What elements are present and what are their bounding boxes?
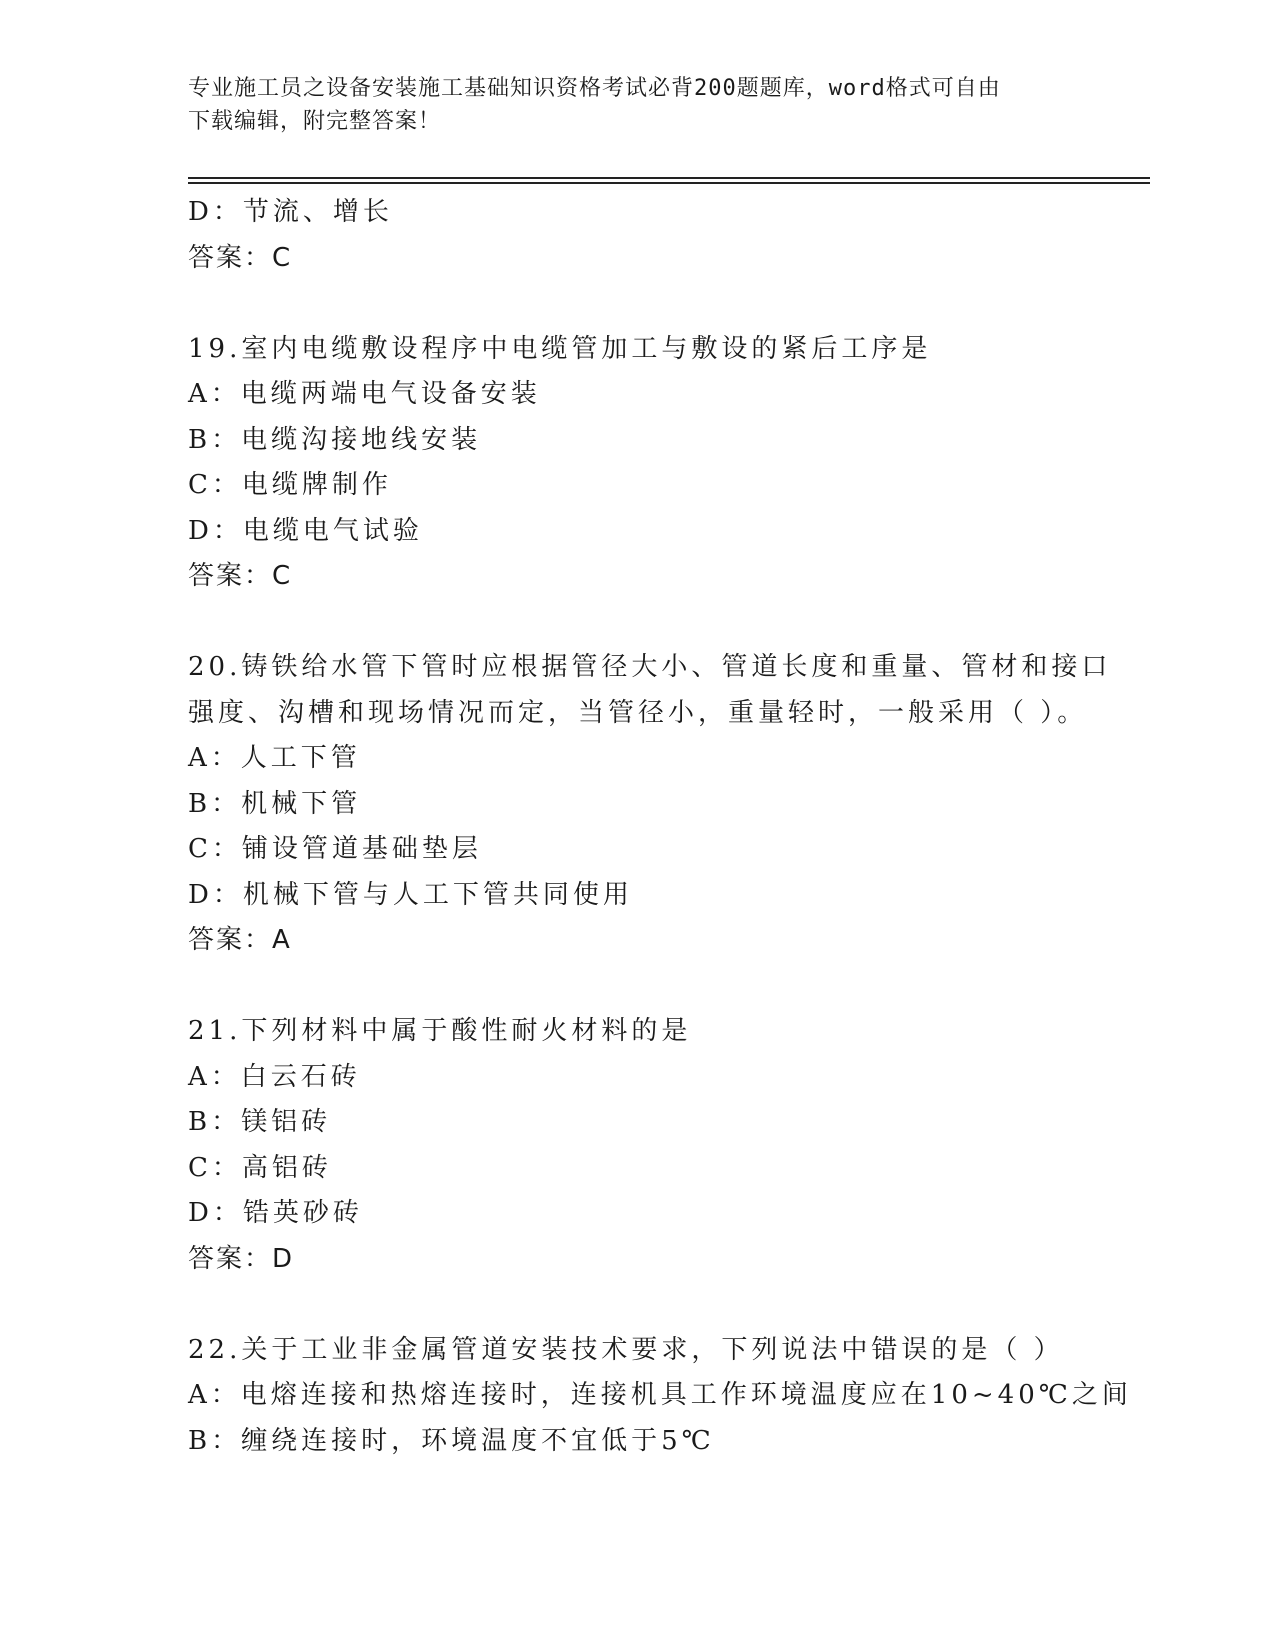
option-a: A：电缆两端电气设备安装 bbox=[188, 379, 541, 409]
option-d: D：机械下管与人工下管共同使用 bbox=[188, 879, 633, 910]
option-c: C：铺设管道基础垫层 bbox=[188, 834, 482, 864]
question-stem-line-2: 强度、沟槽和现场情况而定，当管径小，重量轻时，一般采用（ ）。 bbox=[188, 697, 1088, 728]
header-line-1: 专业施工员之设备安装施工基础知识资格考试必背200题题库，word格式可自由 bbox=[188, 76, 1001, 101]
option-c: C：电缆牌制作 bbox=[188, 470, 392, 500]
question-stem: 22.关于工业非金属管道安装技术要求，下列说法中错误的是（ ） bbox=[188, 1334, 1064, 1365]
option-a: A：人工下管 bbox=[188, 743, 361, 773]
question-stem-line-1: 20.铸铁给水管下管时应根据管径大小、管道长度和重量、管材和接口 bbox=[188, 652, 1112, 682]
question-20 bbox=[188, 645, 1148, 964]
header-rule-bottom bbox=[188, 182, 1150, 184]
question-19 bbox=[188, 327, 1148, 600]
option-d: D：节流、增长 bbox=[188, 197, 393, 227]
option-d: D：锆英砂砖 bbox=[188, 1198, 363, 1228]
option-b: B：镁铝砖 bbox=[188, 1107, 332, 1137]
option-d: D：电缆电气试验 bbox=[188, 515, 423, 546]
question-18-tail bbox=[188, 190, 1148, 281]
question-22 bbox=[188, 1328, 1148, 1465]
question-stem: 21.下列材料中属于酸性耐火材料的是 bbox=[188, 1016, 692, 1046]
option-b: B：缠绕连接时，环境温度不宜低于5℃ bbox=[188, 1425, 715, 1456]
option-a: A：电熔连接和热熔连接时，连接机具工作环境温度应在10~40℃之间 bbox=[188, 1380, 1132, 1410]
question-stem: 19.室内电缆敷设程序中电缆管加工与敷设的紧后工序是 bbox=[188, 333, 932, 364]
answer: 答案：D bbox=[188, 1243, 295, 1274]
option-b: B：电缆沟接地线安装 bbox=[188, 424, 482, 455]
question-21 bbox=[188, 1009, 1148, 1282]
question-list bbox=[188, 190, 1148, 1464]
header-line-2: 下载编辑，附完整答案！ bbox=[188, 109, 442, 134]
answer: 答案：C bbox=[188, 242, 293, 273]
header-rule-top bbox=[188, 177, 1150, 179]
answer: 答案：A bbox=[188, 925, 292, 955]
option-b: B：机械下管 bbox=[188, 788, 362, 819]
answer: 答案：C bbox=[188, 561, 293, 591]
option-c: C：高铝砖 bbox=[188, 1152, 332, 1183]
document-header bbox=[188, 72, 1088, 138]
option-a: A：白云石砖 bbox=[188, 1061, 361, 1092]
